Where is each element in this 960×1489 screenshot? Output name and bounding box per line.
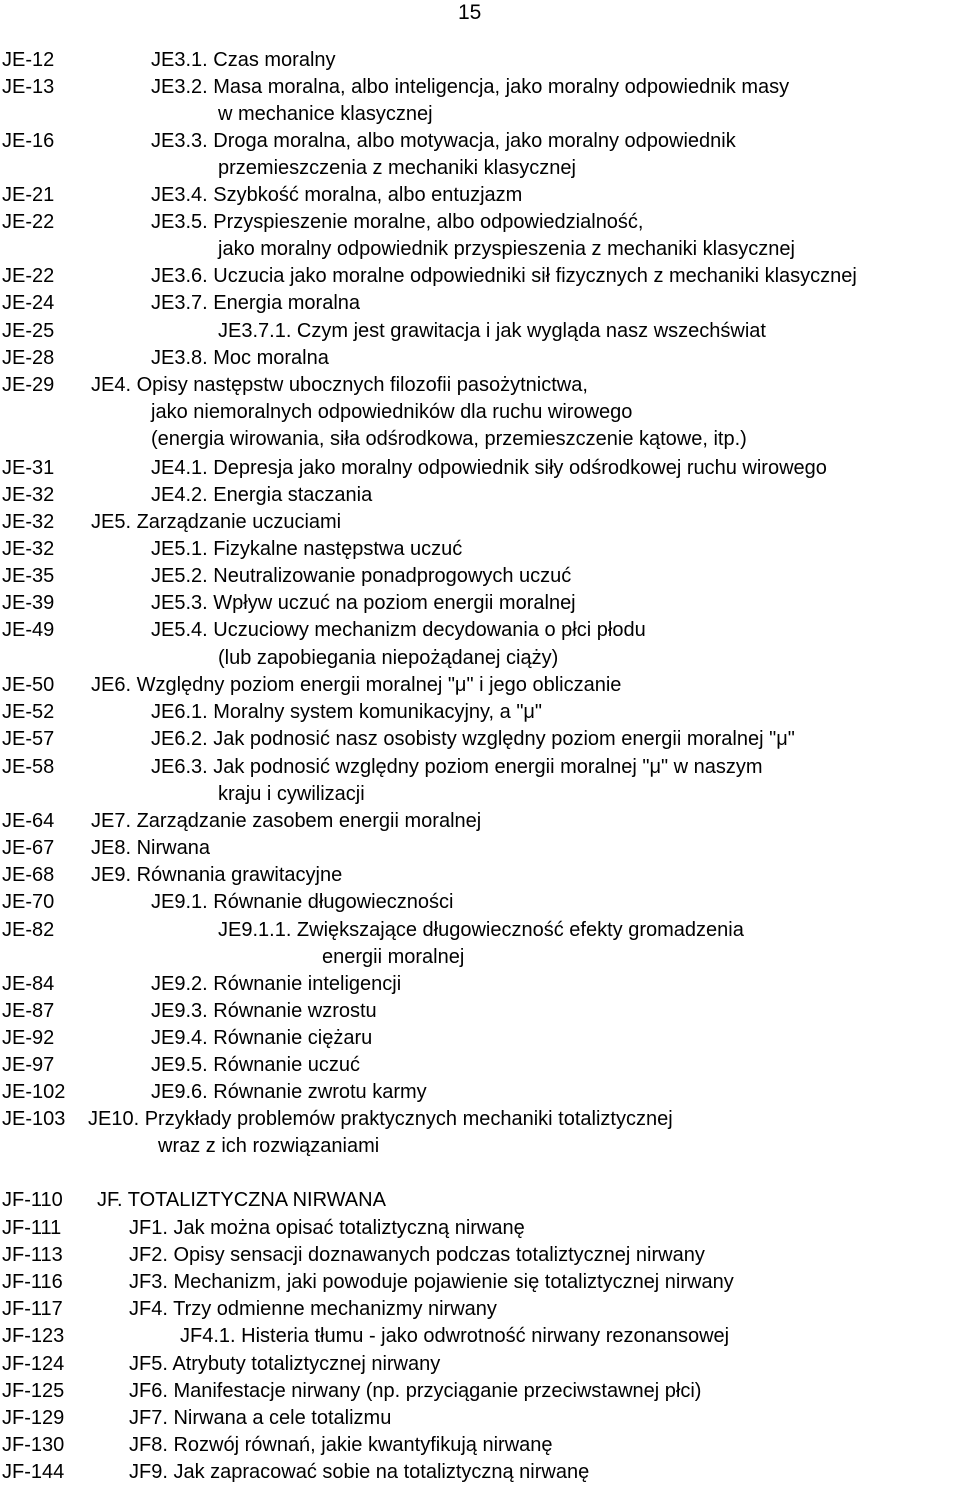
- page-ref: JE-57: [2, 728, 55, 750]
- toc-entry: [0, 290, 960, 317]
- toc-title: JF3. Mechanizm, jaki powoduje pojawienie się totaliztycznej nirwany: [129, 1271, 734, 1293]
- page-ref: JE-21: [2, 184, 55, 206]
- toc-title-continuation: kraju i cywilizacji: [218, 783, 365, 805]
- toc-title: JE3.6. Uczucia jako moralne odpowiedniki sił fizycznych z mechaniki klasycznej: [151, 265, 857, 287]
- page-ref: JE-82: [2, 919, 55, 941]
- toc-title: JF4.1. Histeria tłumu - jako odwrotność nirwany rezonansowej: [180, 1325, 730, 1347]
- toc-continuation: [0, 236, 960, 263]
- page-ref: JF-111: [2, 1217, 62, 1239]
- toc-title: JE7. Zarządzanie zasobem energii moralnej: [91, 810, 482, 832]
- toc-title: JE9.1.1. Zwiększające długowieczność efekty gromadzenia: [218, 919, 744, 941]
- page-ref: JE-92: [2, 1027, 55, 1049]
- page-ref: JE-68: [2, 864, 55, 886]
- toc-entry: [0, 536, 960, 563]
- toc-continuation: [0, 781, 960, 808]
- toc-title-continuation: jako moralny odpowiednik przyspieszenia z mechaniki klasycznej: [218, 238, 795, 260]
- toc-continuation: [0, 399, 960, 426]
- page-ref: JE-13: [2, 76, 55, 98]
- toc-continuation: [0, 155, 960, 182]
- toc-title: JE9.6. Równanie zwrotu karmy: [151, 1081, 427, 1103]
- toc-entry: [0, 1269, 960, 1296]
- page-ref: JE-16: [2, 130, 55, 152]
- toc-title: JE5. Zarządzanie uczuciami: [91, 511, 342, 533]
- toc-entry: [0, 1351, 960, 1378]
- page-ref: JE-25: [2, 320, 55, 342]
- page-ref: JE-35: [2, 565, 55, 587]
- page-number: 15: [458, 1, 482, 24]
- page-ref: JE-22: [2, 265, 55, 287]
- toc-title-continuation: (energia wirowania, siła odśrodkowa, przemieszczenie kątowe, itp.): [151, 428, 747, 450]
- toc-entry: [0, 182, 960, 209]
- toc-title: JE3.7. Energia moralna: [151, 292, 361, 314]
- toc-title: JE6.3. Jak podnosić względny poziom energii moralnej "μ" w naszym: [151, 756, 763, 778]
- toc-entry: [0, 345, 960, 372]
- page-ref: JE-24: [2, 292, 55, 314]
- toc-entry: [0, 617, 960, 644]
- toc-continuation: [0, 1133, 960, 1160]
- page-ref: JE-64: [2, 810, 55, 832]
- page-ref: JF-125: [2, 1380, 65, 1402]
- toc-title: JE3.4. Szybkość moralna, albo entuzjazm: [151, 184, 523, 206]
- toc-entry: [0, 372, 960, 399]
- page-ref: JE-87: [2, 1000, 55, 1022]
- page-ref: JF-117: [2, 1298, 63, 1320]
- toc-title-continuation: przemieszczenia z mechaniki klasycznej: [218, 157, 576, 179]
- page-ref: JE-31: [2, 457, 55, 479]
- toc-entry: [0, 482, 960, 509]
- toc-title: JF7. Nirwana a cele totalizmu: [129, 1407, 392, 1429]
- toc-title-continuation: energii moralnej: [322, 946, 465, 968]
- toc-continuation: [0, 944, 960, 971]
- toc-entry: [0, 74, 960, 101]
- toc-title: JE9. Równania grawitacyjne: [91, 864, 343, 886]
- toc-entry: [0, 128, 960, 155]
- toc-entry: [0, 47, 960, 74]
- toc-entry: [0, 754, 960, 781]
- toc-entry: [0, 1079, 960, 1106]
- toc-title: JE3.3. Droga moralna, albo motywacja, jako moralny odpowiednik: [151, 130, 736, 152]
- toc-title: JE9.4. Równanie ciężaru: [151, 1027, 373, 1049]
- toc-title: JF4. Trzy odmienne mechanizmy nirwany: [129, 1298, 497, 1320]
- page-ref: JF-116: [2, 1271, 63, 1293]
- toc-continuation: [0, 645, 960, 672]
- toc-title: JE9.2. Równanie inteligencji: [151, 973, 402, 995]
- page-ref: JE-52: [2, 701, 55, 723]
- toc-title-continuation: jako niemoralnych odpowiedników dla ruchu wirowego: [151, 401, 633, 423]
- page-ref: JE-70: [2, 891, 55, 913]
- toc-entry: [0, 1459, 960, 1486]
- toc-entry: [0, 726, 960, 753]
- toc-entry: [0, 971, 960, 998]
- page-ref: JE-67: [2, 837, 55, 859]
- toc-title: JE5.3. Wpływ uczuć na poziom energii moralnej: [151, 592, 576, 614]
- page-ref: JF-124: [2, 1353, 65, 1375]
- toc-entry: [0, 455, 960, 482]
- toc-entry: [0, 1242, 960, 1269]
- toc-title: JE5.4. Uczuciowy mechanizm decydowania o płci płodu: [151, 619, 646, 641]
- toc-title: JE4. Opisy następstw ubocznych filozofii pasożytnictwa,: [91, 374, 588, 396]
- toc-entry: [0, 862, 960, 889]
- toc-title: JF6. Manifestacje nirwany (np. przyciąganie przeciwstawnej płci): [129, 1380, 702, 1402]
- page-ref: JE-28: [2, 347, 55, 369]
- toc-entry: [0, 808, 960, 835]
- page-ref: JE-12: [2, 49, 55, 71]
- toc-title: JE5.1. Fizykalne następstwa uczuć: [151, 538, 463, 560]
- toc-title: JE3.5. Przyspieszenie moralne, albo odpowiedzialność,: [151, 211, 644, 233]
- page-ref: JE-32: [2, 538, 55, 560]
- page-ref: JE-103: [2, 1108, 66, 1130]
- toc-entry: [0, 998, 960, 1025]
- toc-title-continuation: w mechanice klasycznej: [218, 103, 433, 125]
- toc-entry: [0, 1378, 960, 1405]
- toc-entry: [0, 1405, 960, 1432]
- toc-title: JE8. Nirwana: [91, 837, 210, 859]
- toc-entry: [0, 509, 960, 536]
- toc-entry: [0, 1025, 960, 1052]
- toc-entry: [0, 1296, 960, 1323]
- toc-title: JE4.2. Energia staczania: [151, 484, 373, 506]
- page-ref: JE-39: [2, 592, 55, 614]
- toc-entry: [0, 263, 960, 290]
- toc-entry: [0, 835, 960, 862]
- toc-title: JE6. Względny poziom energii moralnej "μ" i jego obliczanie: [91, 674, 622, 696]
- page-ref: JF-129: [2, 1407, 65, 1429]
- toc-entry: [0, 1432, 960, 1459]
- toc-entry: [0, 1052, 960, 1079]
- toc-entry: [0, 672, 960, 699]
- page-ref: JE-32: [2, 484, 55, 506]
- toc-title: JF9. Jak zapracować sobie na totaliztyczną nirwanę: [129, 1461, 590, 1483]
- toc-title: JE3.7.1. Czym jest grawitacja i jak wygląda nasz wszechświat: [218, 320, 766, 342]
- page-ref: JF-123: [2, 1325, 65, 1347]
- toc-title-continuation: wraz z ich rozwiązaniami: [158, 1135, 380, 1157]
- toc-entry: [0, 889, 960, 916]
- toc-title: JE3.1. Czas moralny: [151, 49, 336, 71]
- toc-entry: [0, 699, 960, 726]
- toc-title: JE3.2. Masa moralna, albo inteligencja, jako moralny odpowiednik masy: [151, 76, 790, 98]
- page-ref: JE-58: [2, 756, 55, 778]
- page-ref: JF-110: [2, 1189, 63, 1211]
- page-ref: JF-130: [2, 1434, 65, 1456]
- page-ref: JE-97: [2, 1054, 55, 1076]
- toc-entry: [0, 318, 960, 345]
- toc-title: JE6.2. Jak podnosić nasz osobisty względny poziom energii moralnej "μ": [151, 728, 795, 750]
- page-ref: JF-144: [2, 1461, 65, 1483]
- page-ref: JE-49: [2, 619, 55, 641]
- toc-entry: [0, 590, 960, 617]
- toc-title: JE9.1. Równanie długowieczności: [151, 891, 454, 913]
- toc-entry: [0, 1187, 960, 1214]
- page-ref: JE-84: [2, 973, 55, 995]
- toc-title: JF8. Rozwój równań, jakie kwantyfikują nirwanę: [129, 1434, 553, 1456]
- toc-title: JE9.5. Równanie uczuć: [151, 1054, 361, 1076]
- toc-title: JE9.3. Równanie wzrostu: [151, 1000, 377, 1022]
- toc-entry: [0, 209, 960, 236]
- page-ref: JE-22: [2, 211, 55, 233]
- toc-title: JF2. Opisy sensacji doznawanych podczas totaliztycznej nirwany: [129, 1244, 705, 1266]
- toc-entry: [0, 1215, 960, 1242]
- toc-continuation: [0, 101, 960, 128]
- toc-title: JE4.1. Depresja jako moralny odpowiednik siły odśrodkowej ruchu wirowego: [151, 457, 827, 479]
- toc-title: JE6.1. Moralny system komunikacyjny, a "μ": [151, 701, 543, 723]
- toc-entry: [0, 563, 960, 590]
- toc-entry: [0, 917, 960, 944]
- toc-title: JF. TOTALIZTYCZNA NIRWANA: [97, 1189, 386, 1211]
- toc-entry: [0, 1106, 960, 1133]
- page-ref: JE-32: [2, 511, 55, 533]
- page-ref: JF-113: [2, 1244, 63, 1266]
- toc-title: JF5. Atrybuty totaliztycznej nirwany: [129, 1353, 441, 1375]
- toc-title: JE5.2. Neutralizowanie ponadprogowych uczuć: [151, 565, 572, 587]
- toc-title: JE10. Przykłady problemów praktycznych mechaniki totaliztycznej: [88, 1108, 673, 1130]
- page-ref: JE-102: [2, 1081, 66, 1103]
- page-ref: JE-29: [2, 374, 55, 396]
- toc-continuation: [0, 426, 960, 453]
- toc-title-continuation: (lub zapobiegania niepożądanej ciąży): [218, 647, 559, 669]
- toc-title: JE3.8. Moc moralna: [151, 347, 329, 369]
- page-ref: JE-50: [2, 674, 55, 696]
- toc-entry: [0, 1323, 960, 1350]
- toc-title: JF1. Jak można opisać totaliztyczną nirwanę: [129, 1217, 525, 1239]
